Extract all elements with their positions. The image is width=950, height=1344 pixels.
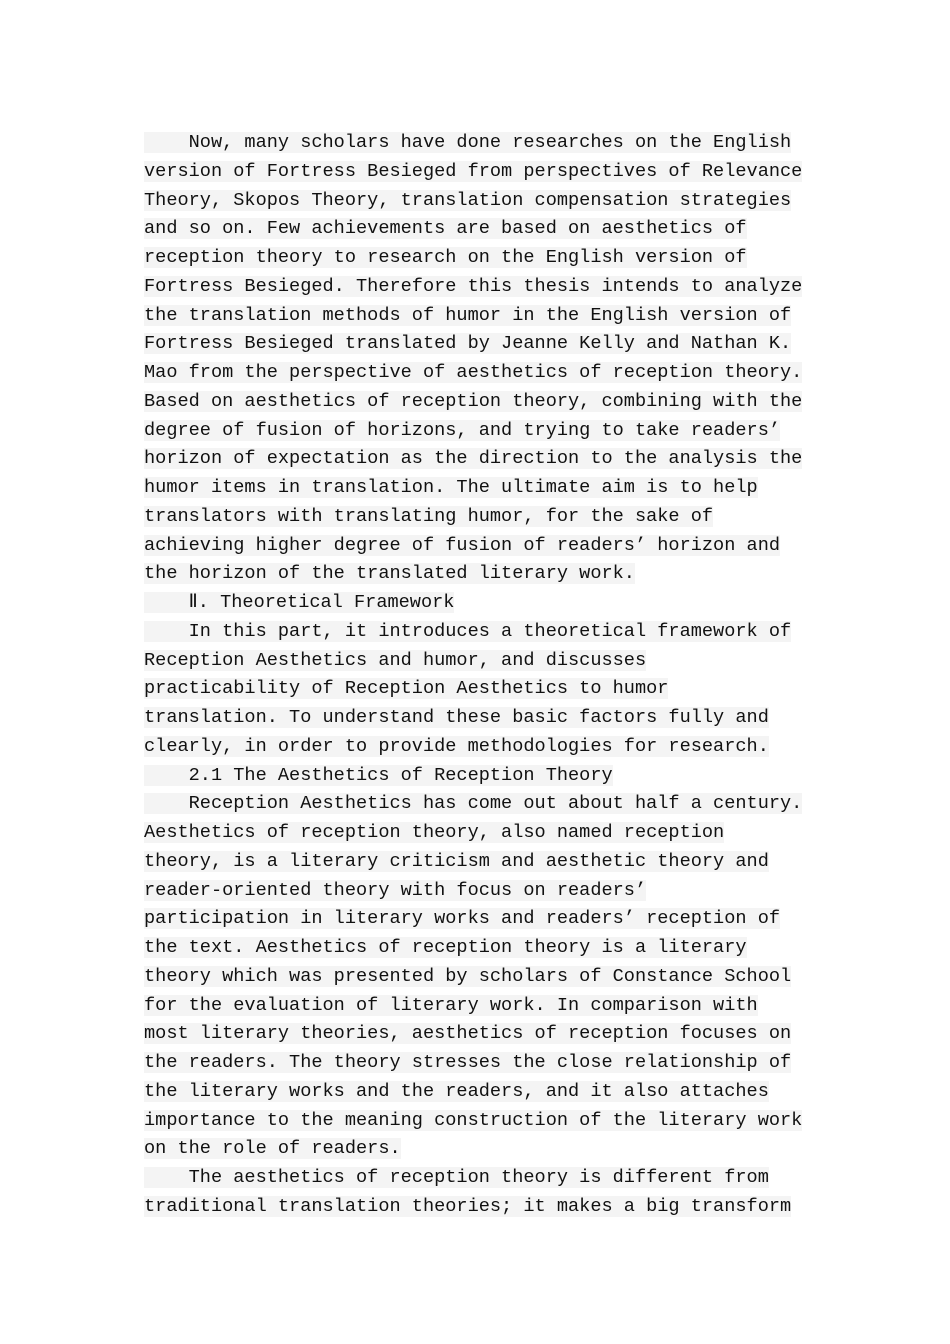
text-line bbox=[144, 359, 824, 388]
text-line bbox=[144, 445, 824, 474]
text-line-content: most literary theories, aesthetics of reception focuses on bbox=[144, 1023, 792, 1045]
text-line-content: the readers. The theory stresses the close relationship of bbox=[144, 1052, 792, 1073]
text-line bbox=[144, 560, 824, 589]
text-line bbox=[144, 1193, 824, 1222]
text-line bbox=[144, 934, 824, 963]
text-line bbox=[144, 388, 824, 417]
text-line-content: Ⅱ. Theoretical Framework bbox=[144, 592, 455, 613]
text-line-content: reception theory to research on the English version of bbox=[144, 247, 747, 268]
text-line bbox=[144, 129, 824, 158]
text-line-content: Mao from the perspective of aesthetics of reception theory. bbox=[144, 362, 803, 383]
text-line bbox=[144, 704, 824, 733]
text-line-content: Theory, Skopos Theory, translation compensation strategies bbox=[144, 189, 792, 211]
text-line-content: reader-oriented theory with focus on readers’ bbox=[144, 879, 647, 901]
text-line-content: version of Fortress Besieged from perspectives of Relevance bbox=[144, 160, 803, 182]
text-line-content: translation. To understand these basic factors fully and bbox=[144, 707, 769, 728]
text-line-content: the translation methods of humor in the English version of bbox=[144, 304, 792, 326]
text-line-content: for the evaluation of literary work. In comparison with bbox=[144, 994, 758, 1016]
document-body bbox=[144, 129, 824, 1222]
text-line-content: practicability of Reception Aesthetics to humor bbox=[144, 678, 669, 700]
text-line bbox=[144, 158, 824, 187]
text-line bbox=[144, 474, 824, 503]
text-line-content: horizon of expectation as the direction to the analysis the bbox=[144, 448, 803, 470]
text-line bbox=[144, 1164, 824, 1193]
text-line-content: achieving higher degree of fusion of readers’ horizon and bbox=[144, 534, 781, 556]
text-line bbox=[144, 762, 824, 791]
text-line-content: the horizon of the translated literary work. bbox=[144, 563, 635, 585]
text-line-content: degree of fusion of horizons, and trying to take readers’ bbox=[144, 419, 781, 441]
text-line bbox=[144, 503, 824, 532]
text-line bbox=[144, 1078, 824, 1107]
text-line-content: clearly, in order to provide methodologies for research. bbox=[144, 735, 769, 757]
text-line bbox=[144, 819, 824, 848]
text-line bbox=[144, 1020, 824, 1049]
text-line bbox=[144, 848, 824, 877]
text-line-content: Now, many scholars have done researches on the English bbox=[144, 132, 792, 153]
text-line-content: Aesthetics of reception theory, also named reception bbox=[144, 822, 725, 843]
text-line bbox=[144, 1107, 824, 1136]
text-line-content: importance to the meaning construction of the literary work bbox=[144, 1109, 803, 1131]
text-line bbox=[144, 417, 824, 446]
text-line-content: on the role of readers. bbox=[144, 1138, 401, 1160]
text-line bbox=[144, 905, 824, 934]
text-line-content: Fortress Besieged translated by Jeanne Kelly and Nathan K. bbox=[144, 333, 792, 355]
text-line-content: In this part, it introduces a theoretical framework of bbox=[144, 620, 792, 642]
text-line bbox=[144, 733, 824, 762]
text-line-content: Reception Aesthetics has come out about half a century. bbox=[144, 793, 803, 815]
text-line-content: theory which was presented by scholars of Constance School bbox=[144, 965, 792, 987]
text-line bbox=[144, 963, 824, 992]
text-line-content: Based on aesthetics of reception theory, combining with the bbox=[144, 390, 803, 412]
text-line bbox=[144, 302, 824, 331]
text-line bbox=[144, 1135, 824, 1164]
text-line-content: translators with translating humor, for the sake of bbox=[144, 505, 714, 527]
text-line-content: humor items in translation. The ultimate aim is to help bbox=[144, 477, 758, 498]
text-line bbox=[144, 618, 824, 647]
text-line bbox=[144, 215, 824, 244]
text-line bbox=[144, 675, 824, 704]
text-line-content: traditional translation theories; it makes a big transform bbox=[144, 1195, 792, 1217]
text-line-content: and so on. Few achievements are based on aesthetics of bbox=[144, 218, 747, 240]
text-line-content: 2.1 The Aesthetics of Reception Theory bbox=[144, 764, 613, 786]
text-line-content: theory, is a literary criticism and aesthetic theory and bbox=[144, 850, 769, 872]
text-line bbox=[144, 992, 824, 1021]
text-line-content: Reception Aesthetics and humor, and discusses bbox=[144, 649, 647, 671]
text-line bbox=[144, 244, 824, 273]
text-line-content: the text. Aesthetics of reception theory is a literary bbox=[144, 937, 747, 958]
text-line bbox=[144, 187, 824, 216]
text-line bbox=[144, 1049, 824, 1078]
text-line bbox=[144, 877, 824, 906]
text-line bbox=[144, 273, 824, 302]
text-line-content: Fortress Besieged. Therefore this thesis intends to analyze bbox=[144, 275, 803, 297]
text-line bbox=[144, 532, 824, 561]
text-line-content: the literary works and the readers, and it also attaches bbox=[144, 1080, 769, 1102]
text-line bbox=[144, 330, 824, 359]
text-line-content: The aesthetics of reception theory is different from bbox=[144, 1167, 769, 1188]
text-line bbox=[144, 589, 824, 618]
text-line bbox=[144, 790, 824, 819]
text-line-content: participation in literary works and readers’ reception of bbox=[144, 908, 781, 930]
text-line bbox=[144, 647, 824, 676]
